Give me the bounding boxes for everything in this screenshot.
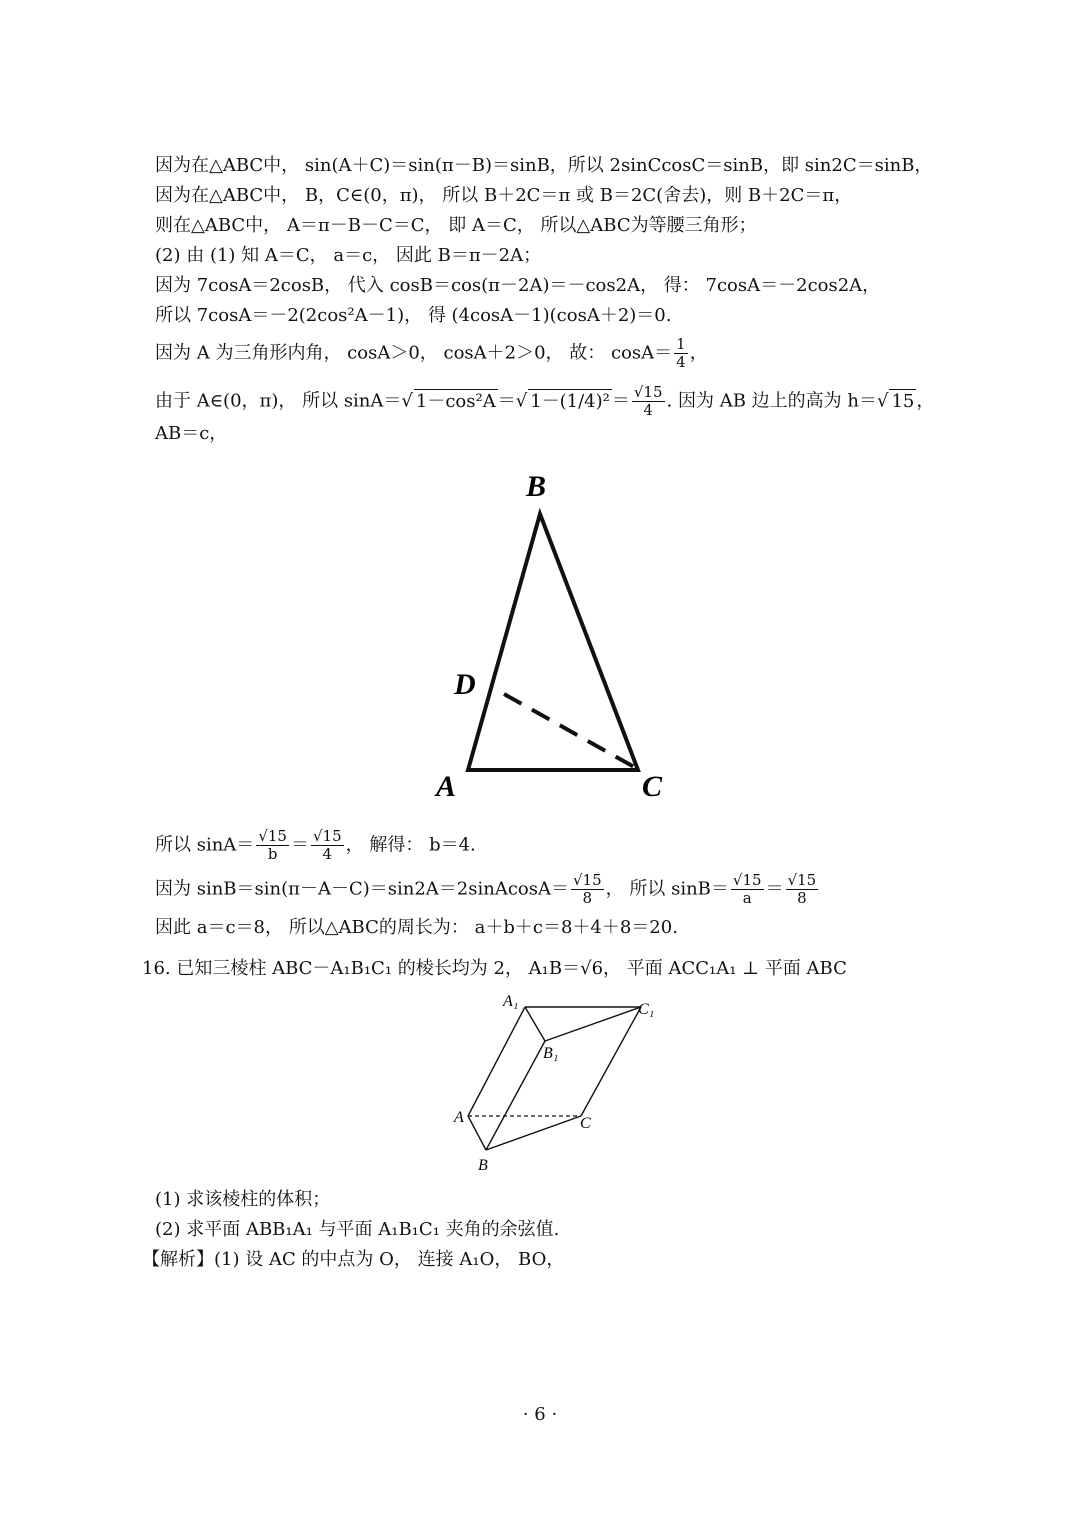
page-number: · 6 · [522,1404,558,1425]
question-16: 16. 已知三棱柱 ABC－A₁B₁C₁ 的棱长均为 2， A₁B＝√6， 平面 ACC₁A₁ ⊥ 平面 ABC [142,958,847,979]
label-b-prism: B [478,1157,488,1174]
fraction-sqrt15-over-8-b: $\frac{√15}{8}$ [787,871,817,907]
label-c1: C₁ [638,1001,655,1018]
label-c: C [642,770,663,803]
triangle-abc [468,514,638,770]
label-d: D [454,668,476,701]
analysis-line: 【解析】(1) 设 AC 的中点为 O， 连接 A₁O， BO， [142,1249,565,1270]
edge-bc [486,1116,581,1150]
sub-question-1: (1) 求该棱柱的体积； [155,1189,331,1210]
fraction-sqrt15-over-4: $\frac{√15}{4}$ [633,383,663,419]
solution-line-5: 因为 7cosA＝2cosB， 代入 cosB＝cos(π－2A)＝－cos2A， 得： 7cosA＝－2cos2A， [155,275,881,296]
dashed-segment-dc [504,694,636,768]
solution-line-3: 则在△ABC中， A＝π－B－C＝C， 即 A＝C， 所以△ABC为等腰三角形； [155,215,757,236]
fraction-sqrt15-over-8: $\frac{√15}{8}$ [573,871,602,907]
label-b1: B₁ [543,1045,559,1062]
solution-line-11: 因为 sinB＝sin(π－A－C)＝sin2A＝2sinAcosA＝ $\frac{√15}{8}$ ， 所以 sinB＝ $\frac{√15}{a}$ ＝ $\frac{√15}{8}$ [155,871,817,907]
label-b: B [526,470,547,503]
edge-c1c [581,1007,641,1116]
prism-figure [448,990,668,1180]
solution-line-6: 所以 7cosA＝－2(2cos²A－1)， 得 (4cosA－1)(cosA＋2)＝0. [155,305,672,326]
solution-line-2: 因为在△ABC中， B，C∈(0，π)， 所以 B＋2C＝π 或 B＝2C(舍去)，则 B＋2C＝π， [155,185,853,206]
solution-line-8: 由于 A∈(0，π)， 所以 sinA＝√ 1－cos²A ＝√ 1－(1/4)² ＝ $\frac{√15}{4}$ . 因为 AB 边上的高为 h＝√ 15 ， [155,383,935,419]
edge-b1b [486,1041,545,1150]
edge-a1b1 [525,1007,545,1041]
edge-ab [468,1116,486,1150]
sub-question-2: (2) 求平面 ABB₁A₁ 与平面 A₁B₁C₁ 夹角的余弦值. [155,1219,560,1240]
label-a1: A₁ [503,993,519,1010]
fraction-one-quarter: $\frac{1}{4}$ [676,335,686,371]
solution-line-7: 因为 A 为三角形内角， cosA＞0， cosA＋2＞0， 故： cosA＝ $\frac{1}{4}$ ， [155,335,708,371]
fraction-sqrt15-over-a: $\frac{√15}{a}$ [732,871,762,907]
label-c-prism: C [580,1115,591,1132]
solution-line-9: AB＝c， [155,423,228,444]
solution-line-4: (2) 由 (1) 知 A＝C， a＝c， 因此 B＝π－2A； [155,245,542,266]
label-a: A [436,770,457,803]
edge-b1c1 [545,1007,641,1041]
solution-line-10: 所以 sinA＝ $\frac{√15}{b}$ ＝ $\frac{√15}{4}$ ， 解得： b＝4. [155,827,476,863]
solution-line-1: 因为在△ABC中， sin(A＋C)＝sin(π－B)＝sinB，所以 2sinCcosC＝sinB，即 sin2C＝sinB， [155,155,933,176]
triangle-figure [420,462,680,807]
solution-line-12: 因此 a＝c＝8， 所以△ABC的周长为： a＋b＋c＝8＋4＋8＝20. [155,917,678,938]
edge-a1a [468,1007,525,1116]
label-a-prism: A [454,1109,464,1126]
fraction-sqrt15-over-b: $\frac{√15}{b}$ [258,827,287,863]
fraction-sqrt15-over-4-b: $\frac{√15}{4}$ [312,827,342,863]
